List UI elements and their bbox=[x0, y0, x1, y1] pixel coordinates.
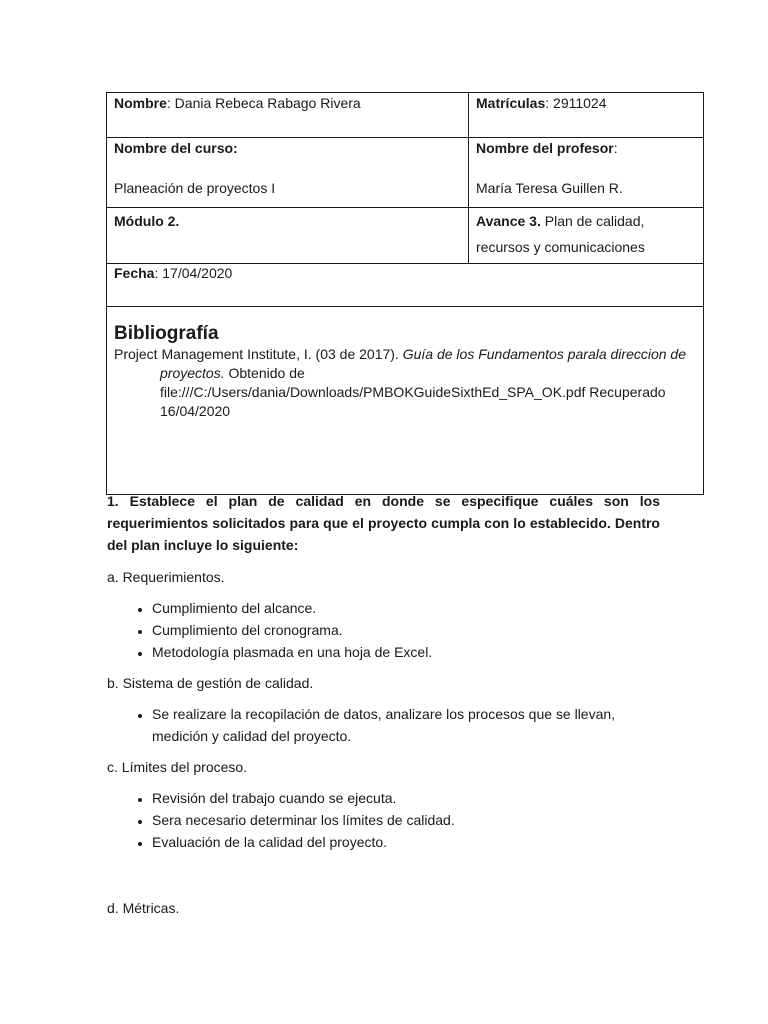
matriculas-label: Matrículas bbox=[476, 95, 546, 111]
list-item: • Metodología plasmada en una hoja de Excel. bbox=[152, 641, 660, 663]
nombre-value: : Dania Rebeca Rabago Rivera bbox=[166, 95, 361, 111]
bibliografia-entry bbox=[114, 345, 696, 421]
section-c-title: c. Límites del proceso. bbox=[107, 759, 248, 775]
bib-rest: Obtenido de file:///C:/Users/dania/Downloads/PMBOKGuideSixthEd_SPA_OK.pdf Recuperado 16/04/2020 bbox=[160, 365, 666, 419]
profesor-cell bbox=[469, 138, 704, 208]
main-content bbox=[107, 490, 660, 917]
section-d-title: d. Métricas. bbox=[107, 900, 180, 916]
list-item: • Cumplimiento del alcance. bbox=[152, 597, 660, 619]
section-a-title: a. Requerimientos. bbox=[107, 569, 225, 585]
bib-author: Project Management Institute, I. (03 de 2017). bbox=[114, 346, 403, 362]
section-a-list bbox=[107, 597, 660, 663]
bibliografia-title: Bibliografía bbox=[114, 323, 219, 344]
profesor-value: María Teresa Guillen R. bbox=[476, 180, 623, 196]
list-item: • Cumplimiento del cronograma. bbox=[152, 619, 660, 641]
modulo-cell bbox=[107, 208, 469, 264]
fecha-cell bbox=[107, 264, 704, 307]
nombre-label: Nombre bbox=[114, 95, 167, 111]
avance-value: Plan de calidad, bbox=[540, 213, 645, 229]
fecha-label: Fecha bbox=[114, 265, 155, 281]
section-b-title: b. Sistema de gestión de calidad. bbox=[107, 675, 314, 691]
avance-value-cont: recursos y comunicaciones bbox=[476, 239, 645, 255]
list-item: • Evaluación de la calidad del proyecto. bbox=[152, 831, 660, 853]
bibliografia-cell bbox=[107, 307, 704, 495]
list-item: • Sera necesario determinar los límites de calidad. bbox=[152, 809, 660, 831]
curso-cell bbox=[107, 138, 469, 208]
bib-book-title: Guía de los Fundamentos parala direccion de proyectos. bbox=[160, 346, 686, 381]
fecha-value: : 17/04/2020 bbox=[154, 265, 233, 281]
table-row bbox=[107, 93, 704, 138]
student-info-table bbox=[106, 92, 704, 495]
profesor-colon: : bbox=[613, 140, 618, 156]
table-row bbox=[107, 307, 704, 495]
matriculas-value: : 2911024 bbox=[545, 95, 607, 111]
table-row bbox=[107, 138, 704, 208]
table-row bbox=[107, 264, 704, 307]
profesor-label: Nombre del profesor bbox=[476, 140, 614, 156]
modulo-label: Módulo 2. bbox=[114, 213, 180, 229]
question-1: 1. Establece el plan de calidad en donde se especifique cuáles son los requerimientos solicitados para que el proyecto cumpla con lo establecido. Dentro del plan incluye lo siguiente: bbox=[107, 493, 660, 553]
section-b-list bbox=[107, 703, 660, 747]
list-item: • Revisión del trabajo cuando se ejecuta. bbox=[152, 787, 660, 809]
table-row bbox=[107, 208, 704, 264]
curso-label: Nombre del curso: bbox=[114, 140, 238, 156]
curso-value: Planeación de proyectos I bbox=[114, 180, 276, 196]
avance-label: Avance 3. bbox=[476, 213, 541, 229]
list-item: • Se realizare la recopilación de datos, analizare los procesos que se llevan, medición y calidad del proyecto. bbox=[152, 703, 660, 747]
avance-cell bbox=[469, 208, 704, 264]
nombre-cell bbox=[107, 93, 469, 138]
matriculas-cell bbox=[469, 93, 704, 138]
section-c-list bbox=[107, 787, 660, 853]
